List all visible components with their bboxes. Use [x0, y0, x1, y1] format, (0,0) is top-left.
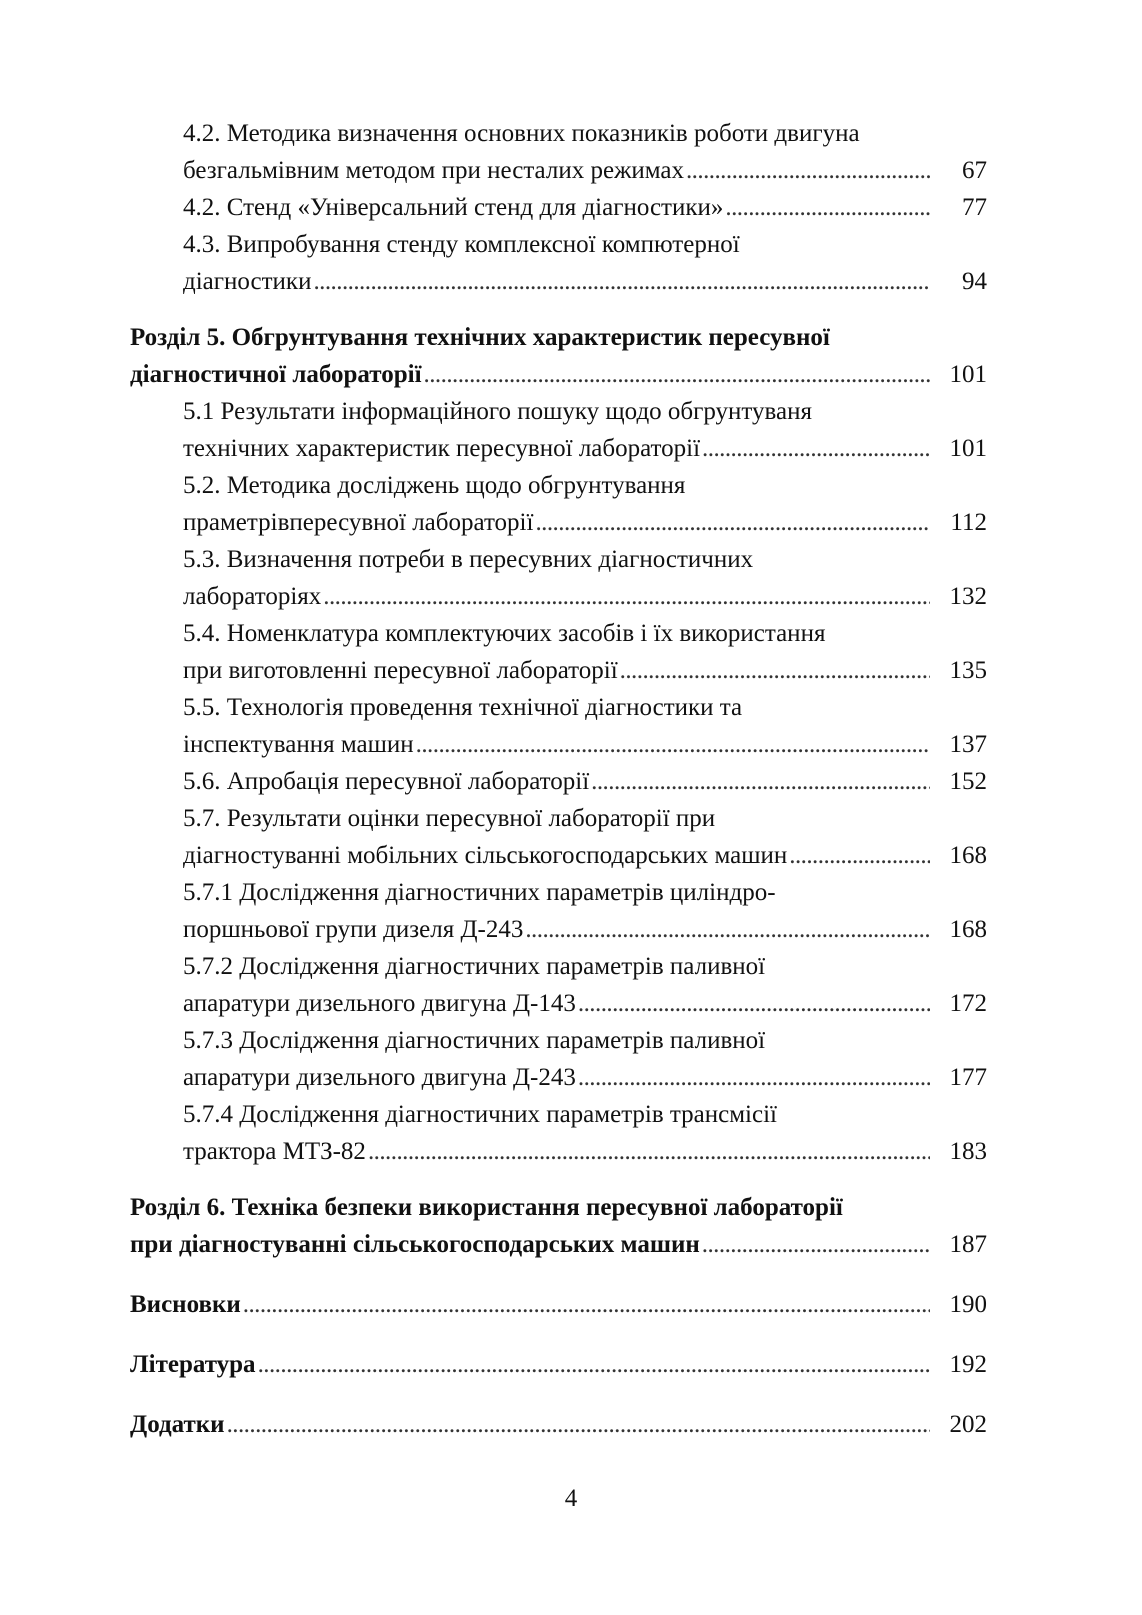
toc-page-number: 135	[949, 657, 987, 684]
toc-page-number: 183	[949, 1138, 987, 1165]
toc-entry-text-line	[0, 800, 1142, 837]
toc-page-number: 77	[962, 194, 987, 221]
toc-entry-text-line	[0, 874, 1142, 911]
toc-entry[interactable]	[0, 152, 1142, 189]
toc-entry-text-line	[0, 948, 1142, 985]
dot-leader	[702, 430, 930, 467]
toc-section-entry[interactable]	[0, 1346, 1142, 1383]
toc-entry[interactable]	[0, 1133, 1142, 1170]
toc-page-number: 94	[962, 268, 987, 295]
dot-leader	[702, 1226, 930, 1263]
toc-entry[interactable]	[0, 911, 1142, 948]
toc-entry-text-line	[0, 115, 1142, 152]
dot-leader	[525, 911, 930, 948]
dot-leader	[578, 985, 930, 1022]
toc-entry[interactable]	[0, 763, 1142, 800]
dot-leader	[424, 356, 930, 393]
toc-page-number: 190	[949, 1291, 987, 1318]
toc-entry-text: 5.7.3 Дослідження діагностичних параметрів паливної	[183, 1027, 766, 1054]
section-heading: діагностичної лабораторії	[130, 361, 422, 388]
toc-page-number: 132	[949, 583, 987, 610]
section-heading: Розділ 6. Техніка безпеки використання пересувної лабораторії	[130, 1194, 843, 1221]
dot-leader	[243, 1286, 930, 1323]
toc-entry-text: інспектування машин	[183, 731, 414, 758]
section-heading: Додатки	[130, 1411, 225, 1438]
toc-entry-text: 5.2. Методика досліджень щодо обгрунтування	[183, 472, 686, 499]
toc-entry-text: 5.5. Технологія проведення технічної діагностики та	[183, 694, 743, 721]
dot-leader	[535, 504, 930, 541]
toc-entry-text: 4.3. Випробування стенду комплексної компютерної	[183, 231, 740, 258]
dot-leader	[416, 726, 930, 763]
dot-leader	[227, 1406, 930, 1443]
toc-page-number: 202	[949, 1411, 987, 1438]
toc-entry-text: 5.1 Результати інформаційного пошуку щодо обгрунтуваня	[183, 398, 812, 425]
toc-entry-text: при виготовленні пересувної лабораторії	[183, 657, 618, 684]
toc-entry-text: праметрівпересувної лабораторії	[183, 509, 534, 536]
toc-entry-text-line	[0, 541, 1142, 578]
toc-page-number: 137	[949, 731, 987, 758]
toc-page-number: 101	[949, 361, 987, 388]
toc-entry-text: 5.3. Визначення потреби в пересувних діагностичних	[183, 546, 754, 573]
section-heading: при діагностуванні сільськогосподарських машин	[130, 1231, 700, 1258]
section-heading: Література	[130, 1351, 256, 1378]
toc-entry[interactable]	[0, 504, 1142, 541]
dot-leader	[323, 578, 930, 615]
dot-leader	[258, 1346, 930, 1383]
toc-entry-text: апаратури дизельного двигуна Д-243	[183, 1064, 576, 1091]
toc-entry[interactable]	[0, 1059, 1142, 1096]
toc-entry-text: апаратури дизельного двигуна Д-143	[183, 990, 576, 1017]
toc-entry-text: 4.2. Стенд «Універсальний стенд для діагностики»	[183, 194, 724, 221]
toc-entry[interactable]	[0, 837, 1142, 874]
page-number: 4	[564, 1485, 578, 1512]
section-heading: Розділ 5. Обгрунтування технічних характеристик пересувної	[130, 324, 830, 351]
dot-leader	[368, 1133, 930, 1170]
toc-entry-text: трактора МТЗ-82	[183, 1138, 366, 1165]
toc-entry-text: технічних характеристик пересувної лабораторії	[183, 435, 701, 462]
toc-entry-text: діагностуванні мобільних сільськогосподарських машин	[183, 842, 788, 869]
dot-leader	[591, 763, 930, 800]
toc-entry-text-line	[0, 1096, 1142, 1133]
toc-section-entry[interactable]	[0, 1286, 1142, 1323]
toc-entry-text-line	[0, 467, 1142, 504]
toc-entry-text-line	[0, 689, 1142, 726]
toc-entry-text: безгальмівним методом при несталих режимах	[183, 157, 684, 184]
toc-section-entry[interactable]	[0, 356, 1142, 393]
toc-page-number: 172	[949, 990, 987, 1017]
toc-entry[interactable]	[0, 430, 1142, 467]
dot-leader	[789, 837, 930, 874]
toc-page-number: 168	[949, 842, 987, 869]
toc-page-number: 177	[949, 1064, 987, 1091]
toc-entry-text: 5.6. Апробація пересувної лабораторії	[183, 768, 590, 795]
dot-leader	[620, 652, 930, 689]
section-heading-line	[0, 319, 1142, 356]
toc-entry[interactable]	[0, 189, 1142, 226]
toc-page-number: 168	[949, 916, 987, 943]
toc-entry[interactable]	[0, 985, 1142, 1022]
toc-page-number: 112	[950, 509, 987, 536]
toc-entry[interactable]	[0, 578, 1142, 615]
toc-entry-text: 5.4. Номенклатура комплектуючих засобів і їх використання	[183, 620, 826, 647]
dot-leader	[686, 152, 930, 189]
toc-entry-text-line	[0, 1022, 1142, 1059]
toc-entry-text: 5.7.4 Дослідження діагностичних параметрів трансмісії	[183, 1101, 777, 1128]
toc-entry[interactable]	[0, 726, 1142, 763]
toc-entry-text-line	[0, 393, 1142, 430]
toc-page-number: 67	[962, 157, 987, 184]
toc-entry-text: діагностики	[183, 268, 312, 295]
toc-entry-text-line	[0, 615, 1142, 652]
dot-leader	[578, 1059, 930, 1096]
section-heading-line	[0, 1189, 1142, 1226]
toc-section-entry[interactable]	[0, 1406, 1142, 1443]
section-heading: Висновки	[130, 1291, 241, 1318]
toc-entry-text: поршньової групи дизеля Д-243	[183, 916, 524, 943]
toc-section-entry[interactable]	[0, 1226, 1142, 1263]
toc-page-number: 101	[949, 435, 987, 462]
dot-leader	[725, 189, 930, 226]
toc-entry-text-line	[0, 226, 1142, 263]
toc-entry-text: 5.7.1 Дослідження діагностичних параметрів циліндро-	[183, 879, 776, 906]
toc-entry-text: 5.7.2 Дослідження діагностичних параметрів паливної	[183, 953, 766, 980]
toc-entry-text: лабораторіях	[183, 583, 322, 610]
dot-leader	[313, 263, 930, 300]
toc-page-number: 152	[949, 768, 987, 795]
toc-page-number: 187	[949, 1231, 987, 1258]
toc-entry-text: 4.2. Методика визначення основних показників роботи двигуна	[183, 120, 860, 147]
toc-page-number: 192	[949, 1351, 987, 1378]
toc-entry[interactable]	[0, 263, 1142, 300]
toc-entry-text: 5.7. Результати оцінки пересувної лабораторії при	[183, 805, 716, 832]
toc-entry[interactable]	[0, 652, 1142, 689]
